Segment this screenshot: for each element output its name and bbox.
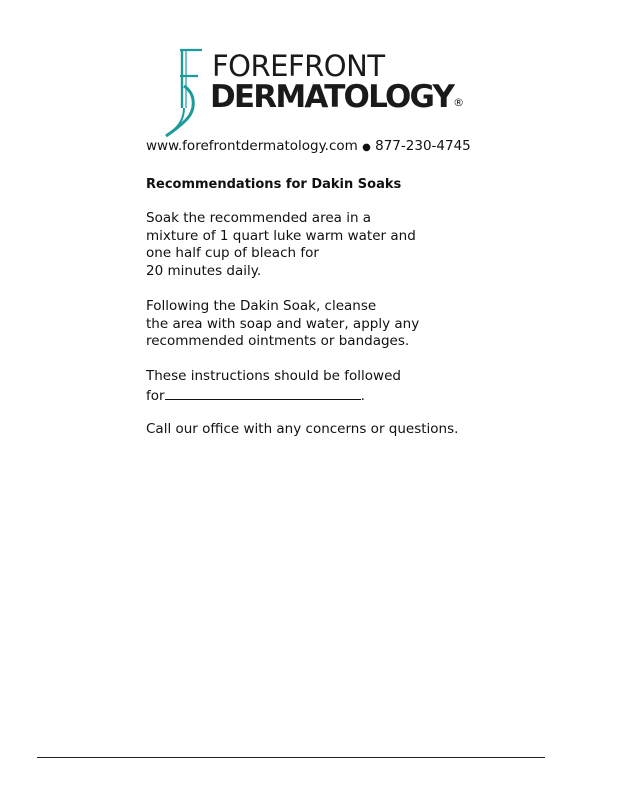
text-line: Soak the recommended area in a [146, 210, 372, 226]
text-line: These instructions should be followed [146, 368, 401, 384]
footer-divider [37, 757, 545, 758]
forefront-dermatology-logo [162, 46, 465, 140]
contact-line [146, 138, 471, 154]
website-link[interactable]: www.forefrontdermatology.com [146, 138, 358, 154]
separator-bullet: ● [362, 142, 371, 153]
registered-mark: ® [453, 96, 465, 109]
text-line: Following the Dakin Soak, cleanse [146, 298, 377, 314]
soak-instructions-paragraph [146, 210, 416, 280]
aftercare-paragraph [146, 298, 419, 351]
fd-monogram-icon [162, 46, 210, 140]
page-title: Recommendations for Dakin Soaks [146, 177, 402, 192]
text-line: recommended ointments or bandages. [146, 333, 410, 349]
text-line: mixture of 1 quart luke warm water and [146, 227, 416, 244]
logo-wordmark-dermatology: DERMATOLOGY® [210, 79, 465, 115]
duration-blank-field[interactable] [165, 386, 361, 400]
phone-number[interactable]: 877-230-4745 [375, 138, 471, 154]
duration-paragraph [146, 368, 401, 405]
logo-wordmark-forefront: FOREFRONT [212, 49, 385, 83]
text-line: one half cup of bleach for [146, 245, 319, 261]
text-line: 20 minutes daily. [146, 262, 262, 279]
text-line: for . [146, 387, 365, 404]
contact-office-paragraph: Call our office with any concerns or questions. [146, 421, 459, 437]
text-line: the area with soap and water, apply any [146, 315, 420, 332]
